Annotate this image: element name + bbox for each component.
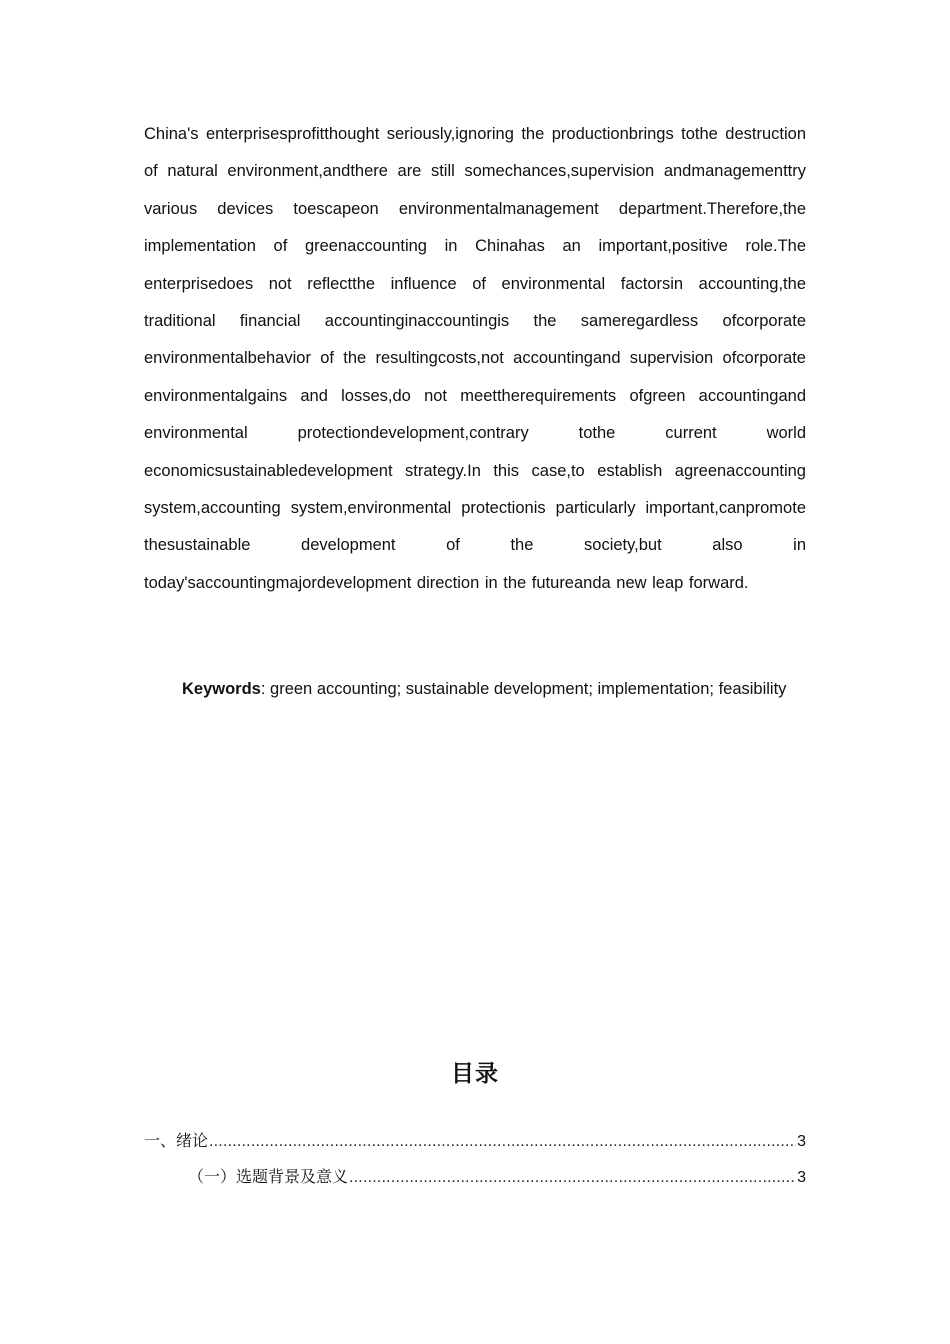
toc-dot-leader [349,1169,796,1187]
toc-entry[interactable] [144,1164,806,1200]
keywords-text: green accounting; sustainable development; implementation; feasibility [265,680,787,698]
table-of-contents [144,1128,806,1200]
toc-entry-text: （一）选题背景及意义 [188,1167,349,1186]
toc-title: 目录 [451,1061,499,1087]
toc-entry-page: 3 [797,1169,806,1186]
keywords-label: Keywords [182,680,261,698]
abstract-paragraph: China's enterprisesprofitthought seriously,ignoring the productionbrings tothe destruction of natural environment,andthere are still somechances,supervision andmanagementtry various devices toescapeon environmentalmanagement department.Therefore,the implementation of greenaccounting in Chinahas an important,positive role.The enterprisedoes not reflectthe influence of environmental factorsin accounting,the traditional financial accountinginaccountingis the sameregardless ofcorporate environmentalbehavior of the resultingcosts,not accountingand supervision ofcorporate environmentalgains and losses,do not meettherequirements ofgreen accountingand environmental protectiondevelopment,contrary tothe current world economicsustainabledevelopment strategy.In this case,to establish agreenaccounting system,accounting system,environmental protectionis particularly important,canpromote thesustainable development of the society,but also in today'saccountingmajordevelopment direction in the futureanda new leap forward. [144,125,806,592]
toc-entry-text: 一、绪论 [144,1131,209,1150]
toc-dot-leader [209,1133,796,1151]
keywords-paragraph [144,671,806,708]
toc-entry-page: 3 [797,1133,806,1150]
keywords-separator: : [260,680,266,698]
toc-entry[interactable] [144,1128,806,1164]
